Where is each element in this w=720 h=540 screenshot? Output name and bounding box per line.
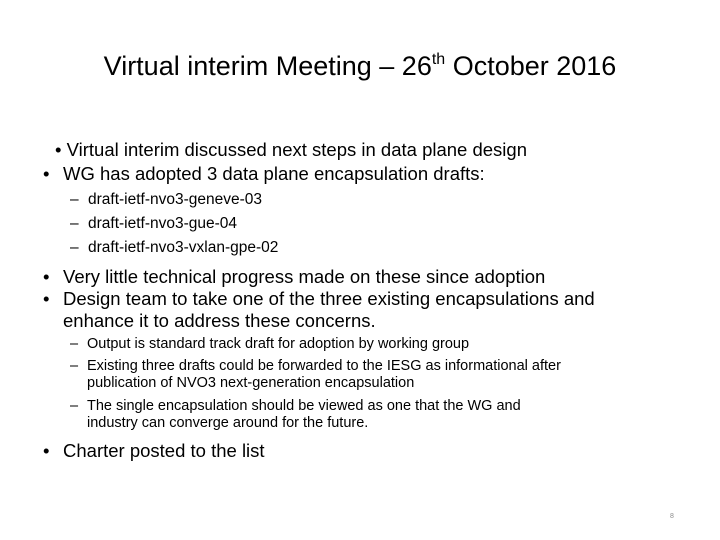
draft-item-text: draft-ietf-nvo3-vxlan-gpe-02	[88, 239, 279, 256]
draft-item	[88, 238, 278, 258]
bullet-design-team-marker	[43, 288, 49, 310]
draft-item	[88, 190, 262, 210]
bullet-design-team-text: Design team to take one of the three existing encapsulations and	[63, 288, 595, 309]
sub-bullet-text: industry can converge around for the future.	[87, 415, 369, 431]
dash-icon: –	[70, 191, 79, 208]
dash-marker	[70, 398, 78, 415]
title-prefix: Virtual interim Meeting – 26	[103, 51, 432, 81]
bullet-adopted-text: WG has adopted 3 data plane encapsulation drafts:	[63, 163, 485, 184]
draft-item-text: draft-ietf-nvo3-gue-04	[88, 215, 238, 232]
dash-icon: –	[70, 239, 79, 256]
bullet-progress-text: Very little technical progress made on these since adoption	[63, 266, 546, 287]
draft-item-text: draft-ietf-nvo3-geneve-03	[88, 191, 263, 208]
bullet-progress-marker	[43, 266, 49, 288]
bullet-icon: •	[43, 163, 50, 184]
bullet-intro	[55, 139, 527, 161]
dash-icon: –	[70, 358, 79, 374]
bullet-design-team-text: enhance it to address these concerns.	[63, 310, 376, 331]
slide-title	[0, 46, 720, 91]
sub-bullet-text: publication of NVO3 next-generation encapsulation	[87, 375, 415, 391]
bullet-progress	[63, 266, 545, 288]
dash-icon: –	[70, 215, 79, 232]
sub-bullet-output	[87, 336, 469, 353]
bullet-design-team-cont	[63, 310, 376, 332]
sub-bullet-text: Existing three drafts could be forwarded to the IESG as informational after	[87, 358, 561, 374]
sub-bullet-text: Output is standard track draft for adoption by working group	[87, 336, 470, 352]
draft-item	[88, 214, 237, 234]
bullet-icon: •	[43, 266, 50, 287]
dash-marker	[70, 238, 79, 258]
page-number: 8	[670, 513, 674, 520]
dash-marker	[70, 190, 79, 210]
bullet-adopted-marker	[43, 163, 49, 185]
bullet-adopted	[63, 163, 485, 185]
dash-marker	[70, 358, 78, 375]
sub-bullet-existing	[87, 358, 561, 375]
bullet-design-team	[63, 288, 595, 310]
bullet-icon: •	[43, 288, 50, 309]
bullet-charter	[63, 440, 265, 462]
dash-icon: –	[70, 398, 79, 414]
sub-bullet-text: The single encapsulation should be viewed as one that the WG and	[87, 398, 521, 414]
title-superscript: th	[431, 51, 446, 68]
dash-marker	[70, 214, 79, 234]
dash-icon: –	[70, 336, 79, 352]
title-suffix: October 2016	[445, 51, 617, 81]
bullet-icon: •	[43, 440, 50, 461]
bullet-charter-text: Charter posted to the list	[63, 440, 265, 461]
dash-marker	[70, 336, 78, 353]
bullet-charter-marker	[43, 440, 49, 462]
sub-bullet-existing-cont	[87, 375, 414, 392]
sub-bullet-single-cont	[87, 415, 368, 432]
sub-bullet-single	[87, 398, 521, 415]
bullet-intro-text: • Virtual interim discussed next steps in data plane design	[55, 139, 527, 160]
